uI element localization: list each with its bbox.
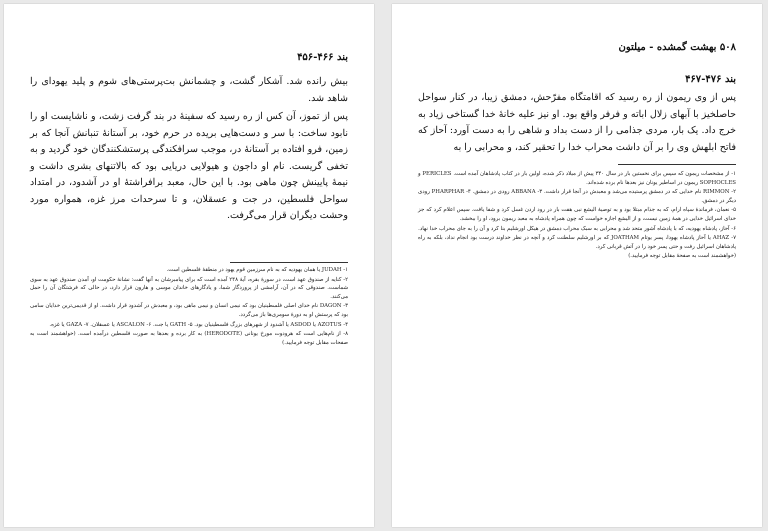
left-footnotes [30, 266, 348, 348]
footnote-divider [230, 262, 348, 263]
right-footnotes [418, 170, 736, 262]
footnote: ۸- از نام‌هایی است که هرودوت مورخ یونانی (HERODOTE) به کار برده و بعدها به صورت فلسطین درآمده است. (خواهشمند است به صفحات مقابل توجه فرمایید.) [30, 331, 348, 346]
right-main-text [418, 90, 736, 158]
footnote: ۳- DAGON نام خدای اصلی فلسطینیان بود که نیمی انسان و نیمی ماهی بود، و معبدش در آشدود قرار داشت. او از قدیمی‌ترین خدایان سامی بود که پرستش او به دورهٔ سومری‌ها باز می‌گردد. [30, 303, 348, 318]
footnote: ۷- AHAZ یا آحاز پادشاه یهودا، پسر یوتام JOATHAM که بر اورشلیم سلطنت کرد و آنچه در نظر خداوند درست بود انجام نداد، بلکه به راه پادشاهان اسرائیل رفت و حتی پسر خود را در آتش قربانی کرد. [418, 235, 736, 250]
left-main-text [30, 74, 348, 227]
left-paragraph: پس از تموز، آن کس از ره رسید که سفینهٔ در بند گرفت زشت، و ناشایست او را نابود ساخت: با سر و دست‌هایی بریده در حرم خود، بر آستانهٔ تنبانش آنجا که بر زمین، فرو افتاده بر آستانهٔ در، موجب سرافکندگی پرستشکنندگان خود گردید و به تخفی گریست. نام او داجون و هیولایی دریایی بود که بالاتنهای بشری داشت و نیمهٔ پایینش چون ماهی بود. با این حال، معبد برافراشتهٔ او در آشدود، در امتداد سواحل فلسطین، در جت و عسقلان، و تا سرحدات مرز غزه، همواره مورد وحشت دیگران قرار می‌گرفت. [30, 111, 348, 221]
footnote: ۵- نعمان، فرماندهٔ سپاه ارام، که به جذام مبتلا بود و به توصیهٔ الیشع نبی هفت بار در رود اردن غسل کرد و شفا یافت. سپس اعلام کرد که جز خدای اسرائیل خدایی در همهٔ زمین نیست، و از الیشع اجازه خواست که چون همراه پادشاه به معبد ریمون برود، او را ببخشد. [418, 207, 736, 222]
footnote: ۴- AZOTUS یا ASDOD یا آشدود از شهرهای بزرگ فلسطینیان بود. ۵- GATH یا جت. ۶- ASCALON یا عسقلان. ۷- GAZA یا غزه. [49, 321, 348, 328]
left-paragraph: بیش رانده شد. آشکار گشت، و چشمانش بت‌پرستی‌های شوم و پلید یهودای را شاهد شد. [30, 76, 348, 104]
left-section-header: بند ۴۶۶-۴۵۶ [297, 52, 348, 63]
footnote: ۱- JUDAH یا همان یهودیه که به نام سرزمین قوم یهود در منطقهٔ فلسطین است. [166, 267, 348, 273]
right-page [392, 4, 762, 527]
footnote: (خواهشمند است به صفحهٔ مقابل توجه فرمایید.) [628, 253, 736, 260]
right-section-header: بند ۴۷۶-۴۶۷ [685, 74, 736, 85]
left-page [4, 4, 374, 527]
footnote: ۲- کنایه از صندوق عهد است، در سورهٔ بقره، آیهٔ ۲۴۸ آمده است که برای پیامبرشان به آنها گفت: نشانهٔ حکومت او، آمدن صندوق عهد به سوی شماست. صندوقی که در آن، آرامشی از پروردگار شما، و یادگارهای خاندان موسی و هارون قرار دارد، در حالی که فرشتگان آن را حمل می‌کنند. [30, 276, 348, 300]
footnote-divider [618, 164, 736, 165]
footnote: ۶- آحاز، پادشاه یهودیه، که با پادشاه آشور متحد شد و محرابی به سبک محراب دمشق در هیکل اورشلیم بنا کرد و آن را به جای محراب خدا نهاد. [418, 225, 736, 232]
right-paragraph: پس از وی ریمون از ره رسید که اقامتگاه مفرّحش، دمشق زیبا، در کنار سواحل حاصلخیز با آبهای زلال اباته و فرفر واقع بود. او نیز علیه خانهٔ خدا گستاخی زیاد به خرج داد. یک بار، مردی جذامی را از دست بداد و شاهی را به دست آورد: آحاز که فاتح ابلهش وی را بر آن داشت محراب خدا را تحقیر کند، و محرابی را به [418, 92, 736, 153]
footnote: ۲- RIMMON نام خدایی که در دمشق پرستیده می‌شد و معبدش در آنجا قرار داشت. ۳- ABBANA رودی در دمشق. ۴- PHARPHAR رودی دیگر در دمشق. [418, 189, 736, 204]
running-head: ۵۰۸ بهشت گمشده - میلتون [618, 42, 736, 53]
footnote: ۱- از مشخصات ریمون که سپس برای نخستین بار در سال ۳۴۰ پیش از میلاد ذکر شده، اولین بار در کتاب پادشاهان آمده است. PERICLES و SOPHOCLES ریمون در اساطیر یونان نیز بعدها نام برده شده‌اند. [418, 171, 736, 186]
